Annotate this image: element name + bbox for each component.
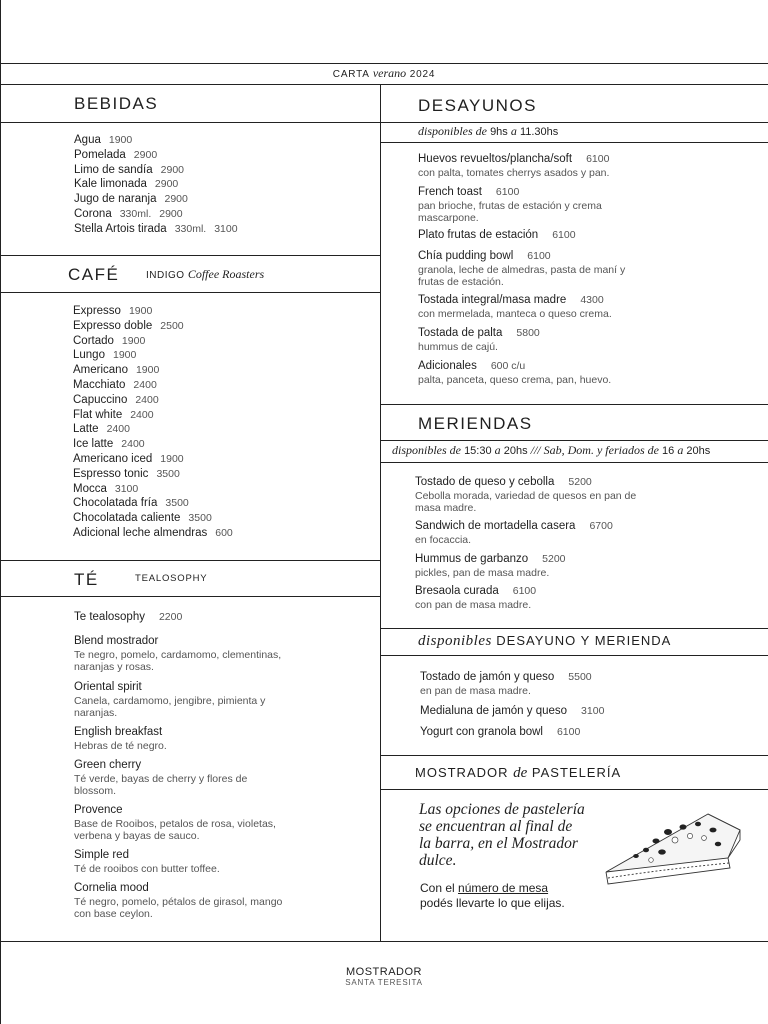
item-price: 2400 bbox=[121, 438, 145, 451]
item-price: 1900 bbox=[121, 334, 146, 347]
desayunos-avail-a: a bbox=[510, 124, 517, 138]
carta-label: CARTA bbox=[332, 69, 370, 80]
item-size: 330ml. bbox=[119, 207, 152, 220]
item-price: 5500 bbox=[568, 671, 592, 683]
item-name: Americano iced bbox=[73, 452, 153, 465]
item-name: Tostada integral/masa madre bbox=[418, 294, 567, 306]
desayunos-item bbox=[418, 293, 653, 320]
item-name: Expresso doble bbox=[73, 319, 153, 332]
item-description: Té de rooibos con butter toffee. bbox=[74, 862, 220, 875]
meriendas-item bbox=[415, 552, 655, 579]
meriendas-item bbox=[415, 475, 655, 514]
verano-label: verano bbox=[372, 66, 407, 80]
cafe-item bbox=[73, 304, 373, 319]
item-name: Espresso tonic bbox=[73, 467, 149, 480]
item-name: Bresaola curada bbox=[415, 585, 499, 597]
bebidas-title: BEBIDAS bbox=[74, 94, 159, 113]
item-description: con pan de masa madre. bbox=[415, 598, 532, 611]
item-line bbox=[415, 552, 655, 567]
desayunos-item bbox=[418, 185, 653, 224]
item-name: Mocca bbox=[73, 482, 107, 495]
item-name: Huevos revueltos/plancha/soft bbox=[418, 153, 573, 165]
item-price: 3100 bbox=[581, 705, 605, 717]
item-price: 2900 bbox=[133, 148, 158, 161]
cafe-item bbox=[73, 452, 373, 467]
cake-slice-illustration bbox=[598, 800, 758, 892]
pasteleria-line-3: la barra, en el Mostrador bbox=[419, 835, 578, 852]
carta-header bbox=[0, 66, 768, 81]
item-price: 6100 bbox=[495, 186, 520, 198]
desayunos-item bbox=[418, 326, 653, 353]
item-description: Té negro, pomelo, pétalos de girasol, mango con base ceylon. bbox=[74, 895, 283, 920]
combo-end-rule bbox=[380, 755, 768, 756]
item-price: 3500 bbox=[188, 512, 212, 525]
desayunos-avail-from: 9hs bbox=[490, 126, 508, 138]
pasteleria-table-note bbox=[420, 881, 565, 911]
item-line bbox=[74, 610, 289, 625]
item-line bbox=[418, 228, 653, 243]
bebidas-item bbox=[74, 133, 374, 148]
bebidas-item bbox=[74, 148, 374, 163]
item-name: Yogurt con granola bowl bbox=[420, 726, 543, 738]
top-rule-2 bbox=[0, 84, 768, 85]
item-name: Tostada de palta bbox=[418, 327, 503, 339]
combo-header bbox=[418, 632, 671, 650]
item-price: 6100 bbox=[586, 153, 610, 165]
item-description: Hebras de té negro. bbox=[74, 739, 167, 752]
item-line bbox=[74, 881, 289, 896]
pasteleria-title1: MOSTRADOR bbox=[415, 765, 509, 780]
item-line bbox=[420, 725, 660, 740]
desayunos-rule bbox=[380, 122, 768, 123]
cafe-item bbox=[73, 378, 373, 393]
cafe-item bbox=[73, 393, 373, 408]
item-line bbox=[415, 475, 655, 490]
meriendas-avail-h3: 16 bbox=[662, 445, 675, 457]
item-line bbox=[74, 803, 289, 818]
item-price: 6100 bbox=[552, 229, 576, 241]
item-line bbox=[74, 725, 289, 740]
item-description: Cebolla morada, variedad de quesos en pan de masa madre. bbox=[415, 489, 637, 514]
te-item bbox=[74, 725, 289, 752]
cafe-item bbox=[73, 422, 373, 437]
footer-sub: SANTA TERESITA bbox=[345, 978, 423, 987]
cafe-end-rule bbox=[0, 560, 380, 561]
pasteleria-title2: PASTELERÍA bbox=[531, 765, 622, 780]
item-name: French toast bbox=[418, 186, 482, 198]
cafe-item bbox=[73, 348, 373, 363]
item-name: Te tealosophy bbox=[74, 611, 145, 623]
combo-label: disponibles bbox=[418, 633, 492, 649]
combo-item bbox=[420, 670, 660, 697]
item-line bbox=[420, 704, 660, 719]
item-price: 6700 bbox=[589, 520, 613, 532]
item-price: 2900 bbox=[159, 207, 183, 220]
meriendas-item bbox=[415, 519, 655, 546]
cafe-rule bbox=[0, 292, 380, 293]
meriendas-availability bbox=[392, 443, 710, 458]
item-line bbox=[418, 249, 653, 264]
item-name: Jugo de naranja bbox=[74, 193, 157, 206]
te-brand: TEALOSOPHY bbox=[135, 573, 208, 584]
meriendas-avail-a1: a bbox=[494, 443, 501, 457]
item-name: Stella Artois tirada bbox=[74, 222, 167, 235]
item-price: 3100 bbox=[114, 482, 139, 495]
table-number-link[interactable]: número de mesa bbox=[458, 881, 549, 895]
item-name: Americano bbox=[73, 364, 128, 377]
cafe-item bbox=[73, 363, 373, 378]
item-description: Te negro, pomelo, cardamomo, clementinas, naranjas y rosas. bbox=[74, 648, 282, 673]
item-price: 6100 bbox=[512, 585, 537, 597]
item-price: 3100 bbox=[214, 222, 238, 235]
item-line bbox=[415, 519, 655, 534]
item-name: Adicionales bbox=[418, 360, 477, 372]
te-rule bbox=[0, 596, 380, 597]
item-name: Plato frutas de estación bbox=[418, 229, 539, 241]
combo-item bbox=[420, 725, 660, 740]
item-description: pan brioche, frutas de estación y crema mascarpone. bbox=[418, 199, 602, 224]
column-divider bbox=[380, 84, 381, 941]
meriendas-avail-h2: 20hs bbox=[503, 445, 528, 457]
bebidas-item bbox=[74, 177, 374, 192]
item-name: Chía pudding bowl bbox=[418, 250, 514, 262]
bebidas-item bbox=[74, 163, 374, 178]
item-line bbox=[418, 359, 653, 374]
bebidas-rule bbox=[0, 122, 380, 123]
cafe-item bbox=[73, 467, 373, 482]
footer-brand: MOSTRADOR bbox=[346, 966, 422, 978]
item-price: 600 bbox=[215, 526, 233, 539]
item-description: Base de Rooibos, petalos de rosa, violetas, verbena y bayas de sauco. bbox=[74, 817, 276, 842]
meriendas-rule bbox=[380, 440, 768, 441]
pasteleria-de: de bbox=[513, 765, 528, 781]
pasteleria-line-1: Las opciones de pastelería bbox=[419, 801, 585, 818]
item-name: Limo de sandía bbox=[74, 163, 153, 176]
item-name: Lungo bbox=[73, 349, 105, 362]
left-edge bbox=[0, 0, 1, 1024]
item-price: 6100 bbox=[527, 250, 551, 262]
pasteleria-rule bbox=[380, 789, 768, 790]
item-name: Medialuna de jamón y queso bbox=[420, 705, 568, 717]
item-name: Capuccino bbox=[73, 393, 128, 406]
year-label: 2024 bbox=[409, 69, 436, 80]
te-item bbox=[74, 881, 289, 920]
bebidas-end-rule bbox=[0, 255, 380, 256]
item-line bbox=[74, 680, 289, 695]
cafe-item bbox=[73, 408, 373, 423]
cafe-brand-suffix: Coffee Roasters bbox=[187, 267, 265, 281]
meriendas-avail-label: disponibles de bbox=[392, 443, 461, 457]
pasteleria-header bbox=[415, 765, 621, 782]
desayunos-item bbox=[418, 359, 653, 386]
item-description: Té verde, bayas de cherry y flores de blossom. bbox=[74, 772, 248, 797]
table-note-line-2: podés llevarte lo que elijas. bbox=[420, 896, 565, 910]
te-item bbox=[74, 680, 289, 719]
item-description: granola, leche de almedras, pasta de maní y frutas de estación. bbox=[418, 263, 626, 288]
table-note-prefix: Con el bbox=[420, 881, 455, 895]
meriendas-item bbox=[415, 584, 655, 611]
item-name: Ice latte bbox=[73, 438, 114, 451]
item-name: Macchiato bbox=[73, 378, 126, 391]
meriendas-avail-rule bbox=[380, 462, 768, 463]
item-price: 2400 bbox=[106, 423, 130, 436]
combo-rule bbox=[380, 655, 768, 656]
item-name: Blend mostrador bbox=[74, 635, 159, 647]
item-description: en pan de masa madre. bbox=[420, 684, 531, 697]
item-price: 2900 bbox=[160, 163, 184, 176]
te-item bbox=[74, 758, 289, 797]
item-name: Green cherry bbox=[74, 759, 142, 771]
item-line bbox=[418, 326, 653, 341]
footer-logo bbox=[0, 966, 768, 987]
item-name: Chocolatada caliente bbox=[73, 512, 181, 525]
item-name: Simple red bbox=[74, 849, 129, 861]
desayunos-avail-label: disponibles de bbox=[418, 124, 487, 138]
table-note-line-1 bbox=[420, 881, 565, 896]
item-price: 2900 bbox=[154, 178, 179, 191]
item-price: 1900 bbox=[160, 452, 184, 465]
item-price: 4300 bbox=[580, 294, 604, 306]
item-price: 2900 bbox=[164, 193, 188, 206]
item-price: 6100 bbox=[556, 726, 581, 738]
bebidas-item bbox=[74, 192, 374, 207]
item-line bbox=[418, 293, 653, 308]
combo-title: DESAYUNO Y MERIENDA bbox=[496, 633, 672, 648]
te-item bbox=[74, 610, 289, 625]
te-item bbox=[74, 634, 289, 673]
item-description: hummus de cajú. bbox=[418, 340, 498, 353]
cafe-item bbox=[73, 334, 373, 349]
top-rule-1 bbox=[0, 63, 768, 64]
item-price: 1900 bbox=[128, 305, 153, 317]
item-price: 2400 bbox=[135, 393, 159, 406]
desayunos-end-rule bbox=[380, 404, 768, 405]
item-name: Pomelada bbox=[74, 148, 126, 161]
item-name: Provence bbox=[74, 804, 123, 816]
cafe-item bbox=[73, 496, 373, 511]
item-line bbox=[420, 670, 660, 685]
item-price: 2400 bbox=[130, 408, 154, 421]
item-line bbox=[415, 584, 655, 599]
desayunos-availability bbox=[418, 124, 558, 139]
item-description: con mermelada, manteca o queso crema. bbox=[418, 307, 612, 320]
te-item bbox=[74, 848, 289, 875]
item-description: Canela, cardamomo, jengibre, pimienta y naranjas. bbox=[74, 694, 266, 719]
desayunos-avail-rule bbox=[380, 142, 768, 143]
desayunos-avail-to: 11.30hs bbox=[519, 126, 559, 138]
item-price: 5200 bbox=[542, 553, 566, 565]
item-name: Tostado de queso y cebolla bbox=[415, 476, 555, 488]
item-line bbox=[74, 848, 289, 863]
item-description: palta, panceta, queso crema, pan, huevo. bbox=[418, 373, 612, 386]
item-name: Kale limonada bbox=[74, 178, 147, 191]
te-item bbox=[74, 803, 289, 842]
cafe-title: CAFÉ bbox=[68, 265, 120, 284]
pasteleria-line-4: dulce. bbox=[419, 852, 457, 869]
item-price: 2200 bbox=[158, 611, 183, 623]
item-description: con palta, tomates cherrys asados y pan. bbox=[418, 166, 610, 179]
bebidas-item bbox=[74, 222, 374, 237]
cafe-item bbox=[73, 319, 373, 334]
item-name: Corona bbox=[74, 207, 112, 220]
item-price: 5800 bbox=[516, 327, 540, 339]
item-name: Sandwich de mortadella casera bbox=[415, 520, 576, 532]
item-price: 600 c/u bbox=[490, 360, 526, 372]
item-price: 1900 bbox=[112, 349, 137, 362]
item-price: 1900 bbox=[135, 364, 160, 377]
item-line bbox=[418, 185, 653, 200]
item-name: Hummus de garbanzo bbox=[415, 553, 529, 565]
item-name: Adicional leche almendras bbox=[73, 526, 208, 539]
cafe-list bbox=[73, 304, 373, 541]
item-price: 2400 bbox=[133, 378, 157, 391]
cafe-brand-name: INDIGO bbox=[146, 270, 185, 281]
item-size: 330ml. bbox=[174, 222, 207, 235]
item-line bbox=[74, 634, 289, 649]
cafe-item bbox=[73, 511, 373, 526]
item-line bbox=[418, 152, 653, 167]
meriendas-end-rule bbox=[380, 628, 768, 629]
bottom-rule bbox=[0, 941, 768, 942]
item-price: 3500 bbox=[156, 467, 180, 480]
pasteleria-note bbox=[419, 801, 585, 869]
item-name: English breakfast bbox=[74, 726, 163, 738]
cafe-brand bbox=[146, 267, 264, 282]
item-line bbox=[74, 758, 289, 773]
meriendas-avail-h4: 20hs bbox=[686, 445, 711, 457]
item-name: Agua bbox=[74, 134, 101, 146]
meriendas-avail-h1: 15:30 bbox=[464, 445, 492, 457]
pasteleria-line-2: se encuentran al final de bbox=[419, 818, 573, 835]
desayunos-item bbox=[418, 249, 653, 288]
item-price: 3500 bbox=[165, 497, 189, 510]
item-name: Cortado bbox=[73, 334, 114, 347]
meriendas-avail-sep: /// Sab, Dom. y feriados de bbox=[530, 443, 659, 457]
item-price: 2500 bbox=[160, 319, 184, 332]
item-name: Tostado de jamón y queso bbox=[420, 671, 555, 683]
item-name: Flat white bbox=[73, 408, 123, 421]
cafe-item bbox=[73, 526, 373, 541]
item-name: Cornelia mood bbox=[74, 882, 149, 894]
meriendas-avail-a2: a bbox=[677, 443, 684, 457]
desayunos-title: DESAYUNOS bbox=[418, 96, 537, 115]
item-name: Latte bbox=[73, 423, 99, 436]
te-title: TÉ bbox=[74, 570, 99, 589]
item-name: Chocolatada fría bbox=[73, 497, 158, 510]
item-name: Expresso bbox=[73, 305, 121, 317]
item-description: en focaccia. bbox=[415, 533, 472, 546]
meriendas-title: MERIENDAS bbox=[418, 414, 533, 433]
item-price: 5200 bbox=[568, 476, 592, 488]
desayunos-item bbox=[418, 228, 653, 243]
bebidas-list bbox=[74, 133, 374, 237]
cafe-item bbox=[73, 482, 373, 497]
item-name: Oriental spirit bbox=[74, 681, 142, 693]
item-description: pickles, pan de masa madre. bbox=[415, 566, 550, 579]
cafe-item bbox=[73, 437, 373, 452]
combo-item bbox=[420, 704, 660, 719]
bebidas-item bbox=[74, 207, 374, 222]
desayunos-item bbox=[418, 152, 653, 179]
item-price: 1900 bbox=[108, 134, 133, 146]
